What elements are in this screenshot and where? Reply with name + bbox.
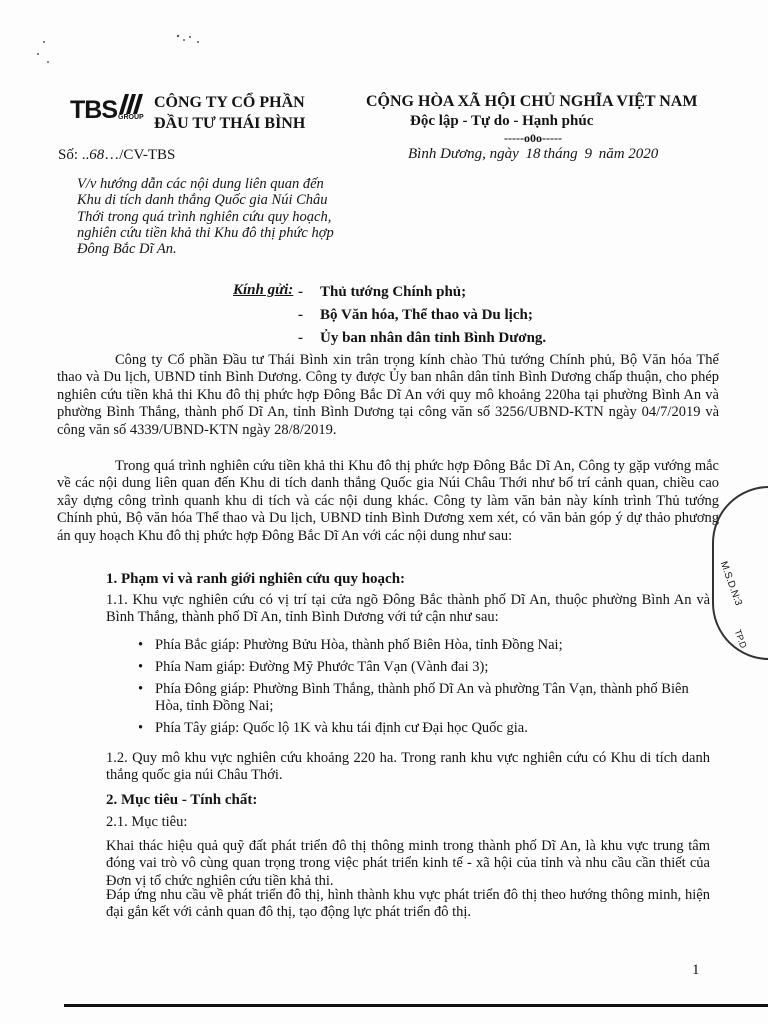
- stamp-text: TP.D: [732, 628, 749, 650]
- date-year: năm 2020: [598, 146, 659, 162]
- docno-suffix: …/CV-TBS: [104, 147, 176, 163]
- logo-sub: GROUP: [118, 114, 144, 121]
- section-heading-2: 2. Mục tiêu - Tính chất:: [106, 792, 258, 808]
- national-title: CỘNG HÒA XÃ HỘI CHỦ NGHĨA VIỆT NAM: [366, 93, 698, 110]
- motto-ornament: -----o0o-----: [504, 131, 562, 145]
- bottom-divider: [64, 1004, 768, 1007]
- logo-text: TBS: [70, 96, 117, 124]
- national-motto: Độc lập - Tự do - Hạnh phúc: [410, 113, 594, 129]
- recipient-dash: -: [298, 284, 303, 300]
- document-subject: V/v hướng dẫn các nội dung liên quan đến Khu di tích danh thắng Quốc gia Núi Châu Thới trong quá trình nghiên cứu quy hoạch, nghiên cứu tiền khả thi Khu đô thị phức hợp Đông Bắc Dĩ An.: [77, 176, 334, 258]
- body-paragraph-2: [57, 458, 719, 545]
- list-item: • Phía Nam giáp: Đường Mỹ Phước Tân Vạn (Vành đai 3);: [138, 659, 703, 676]
- date-month: 9: [584, 146, 592, 162]
- date-month-label: tháng: [543, 146, 578, 162]
- list-item: • Phía Đông giáp: Phường Bình Thắng, thành phố Dĩ An và phường Tân Vạn, thành phố Biên Hòa, tỉnh Đồng Nai;: [138, 681, 703, 715]
- recipient-dash: -: [298, 330, 303, 346]
- recipient-text: Ủy ban nhân dân tỉnh Bình Dương.: [320, 330, 547, 346]
- body-paragraph-5: Khai thác hiệu quả quỹ đất phát triển đô thị thông minh trong thành phố Dĩ An, là khu vực trung tâm đóng vai trò vô cùng quan trọng trong việc phát triển kinh tế - xã hội của tỉnh và nhu cầu cần thiết của Đơn vị tổ chức nghiên cứu tiền khả thi.: [106, 838, 710, 889]
- body-paragraph-6: Đáp ứng nhu cầu về phát triển đô thị, hình thành khu vực phát triển đô thị theo hướng thông minh, hiện đại gắn kết với cảnh quan đô thị, tạo động lực phát triển đô thị.: [106, 887, 710, 921]
- subsection-heading: 2.1. Mục tiêu:: [106, 814, 188, 830]
- recipients-list: [298, 282, 546, 351]
- recipient-item: [298, 282, 546, 305]
- company-logo: [70, 94, 150, 128]
- body-paragraph-1: [57, 352, 719, 439]
- logo-stripes-icon: [117, 94, 143, 114]
- company-line-1: CÔNG TY CỔ PHẦN: [154, 94, 305, 111]
- stamp-text: M.S.D.N:3: [717, 560, 744, 608]
- document-date: [408, 146, 658, 163]
- company-name: [154, 92, 305, 134]
- list-item: • Phía Tây giáp: Quốc lộ 1K và khu tái định cư Đại học Quốc gia.: [138, 720, 703, 737]
- scan-specks: [30, 28, 210, 68]
- body-paragraph-4: 1.2. Quy mô khu vực nghiên cứu khoảng 220 ha. Trong ranh khu vực nghiên cứu có Khu di tích danh thắng quốc gia núi Châu Thới.: [106, 750, 710, 784]
- recipients-label: Kính gửi:: [233, 282, 294, 298]
- section-heading-1: 1. Phạm vi và ranh giới nghiên cứu quy hoạch:: [106, 571, 406, 587]
- date-prefix: Bình Dương, ngày: [408, 146, 519, 162]
- paragraph-text: Trong quá trình nghiên cứu tiền khả thi Khu đô thị phức hợp Đông Bắc Dĩ An, Công ty gặp vướng mắc về các nội dung liên quan đến Khu di tích danh thắng Quốc gia Núi Châu Thới như bố trí cảnh quan, chiều cao xây dựng công trình quanh khu di tích và các nội dung khác. Công ty làm văn bản này kính trình Thủ tướng Chính phủ, Bộ văn hóa Thể thao và Du lịch, UBND tỉnh Bình Dương xem xét, có văn bản góp ý dự thảo phương án quy hoạch Khu đô thị phức hợp Đông Bắc Dĩ An với các nội dung như sau:: [57, 458, 719, 544]
- boundary-list: [138, 637, 703, 742]
- recipient-item: [298, 305, 546, 328]
- recipient-text: Bộ Văn hóa, Thể thao và Du lịch;: [320, 307, 533, 323]
- document-number: [58, 147, 175, 164]
- company-line-2: ĐẦU TƯ THÁI BÌNH: [154, 115, 306, 132]
- page-number: 1: [692, 962, 700, 978]
- docno-value: 68: [89, 147, 105, 163]
- recipient-item: [298, 328, 546, 351]
- paragraph-text: Công ty Cổ phần Đầu tư Thái Bình xin trân trọng kính chào Thủ tướng Chính phủ, Bộ Văn hóa Thể thao và Du lịch, UBND tỉnh Bình Dương. Công ty được Ủy ban nhân dân tỉnh Bình Dương chấp thuận, cho phép nghiên cứu tiền khả thi Khu đô thị phức hợp Đông Bắc Dĩ An với quy mô khoảng 220ha tại phường Bình An và phường Bình Thắng, thành phố Dĩ An, tỉnh Bình Dương tại công văn số 3256/UBND-KTN ngày 04/7/2019 và công văn số 4339/UBND-KTN ngày 28/8/2019.: [57, 352, 719, 438]
- date-day: 18: [525, 146, 541, 162]
- recipient-dash: -: [298, 307, 303, 323]
- body-paragraph-3: 1.1. Khu vực nghiên cứu có vị trí tại cửa ngõ Đông Bắc thành phố Dĩ An, thuộc phường Bình An và Bình Thắng, thành phố Dĩ An, tỉnh Bình Dương với tứ cận như sau:: [106, 592, 710, 626]
- docno-prefix: Số: ..: [58, 147, 90, 163]
- recipient-text: Thủ tướng Chính phủ;: [320, 284, 467, 300]
- list-item: • Phía Bắc giáp: Phường Bửu Hòa, thành phố Biên Hòa, tỉnh Đồng Nai;: [138, 637, 703, 654]
